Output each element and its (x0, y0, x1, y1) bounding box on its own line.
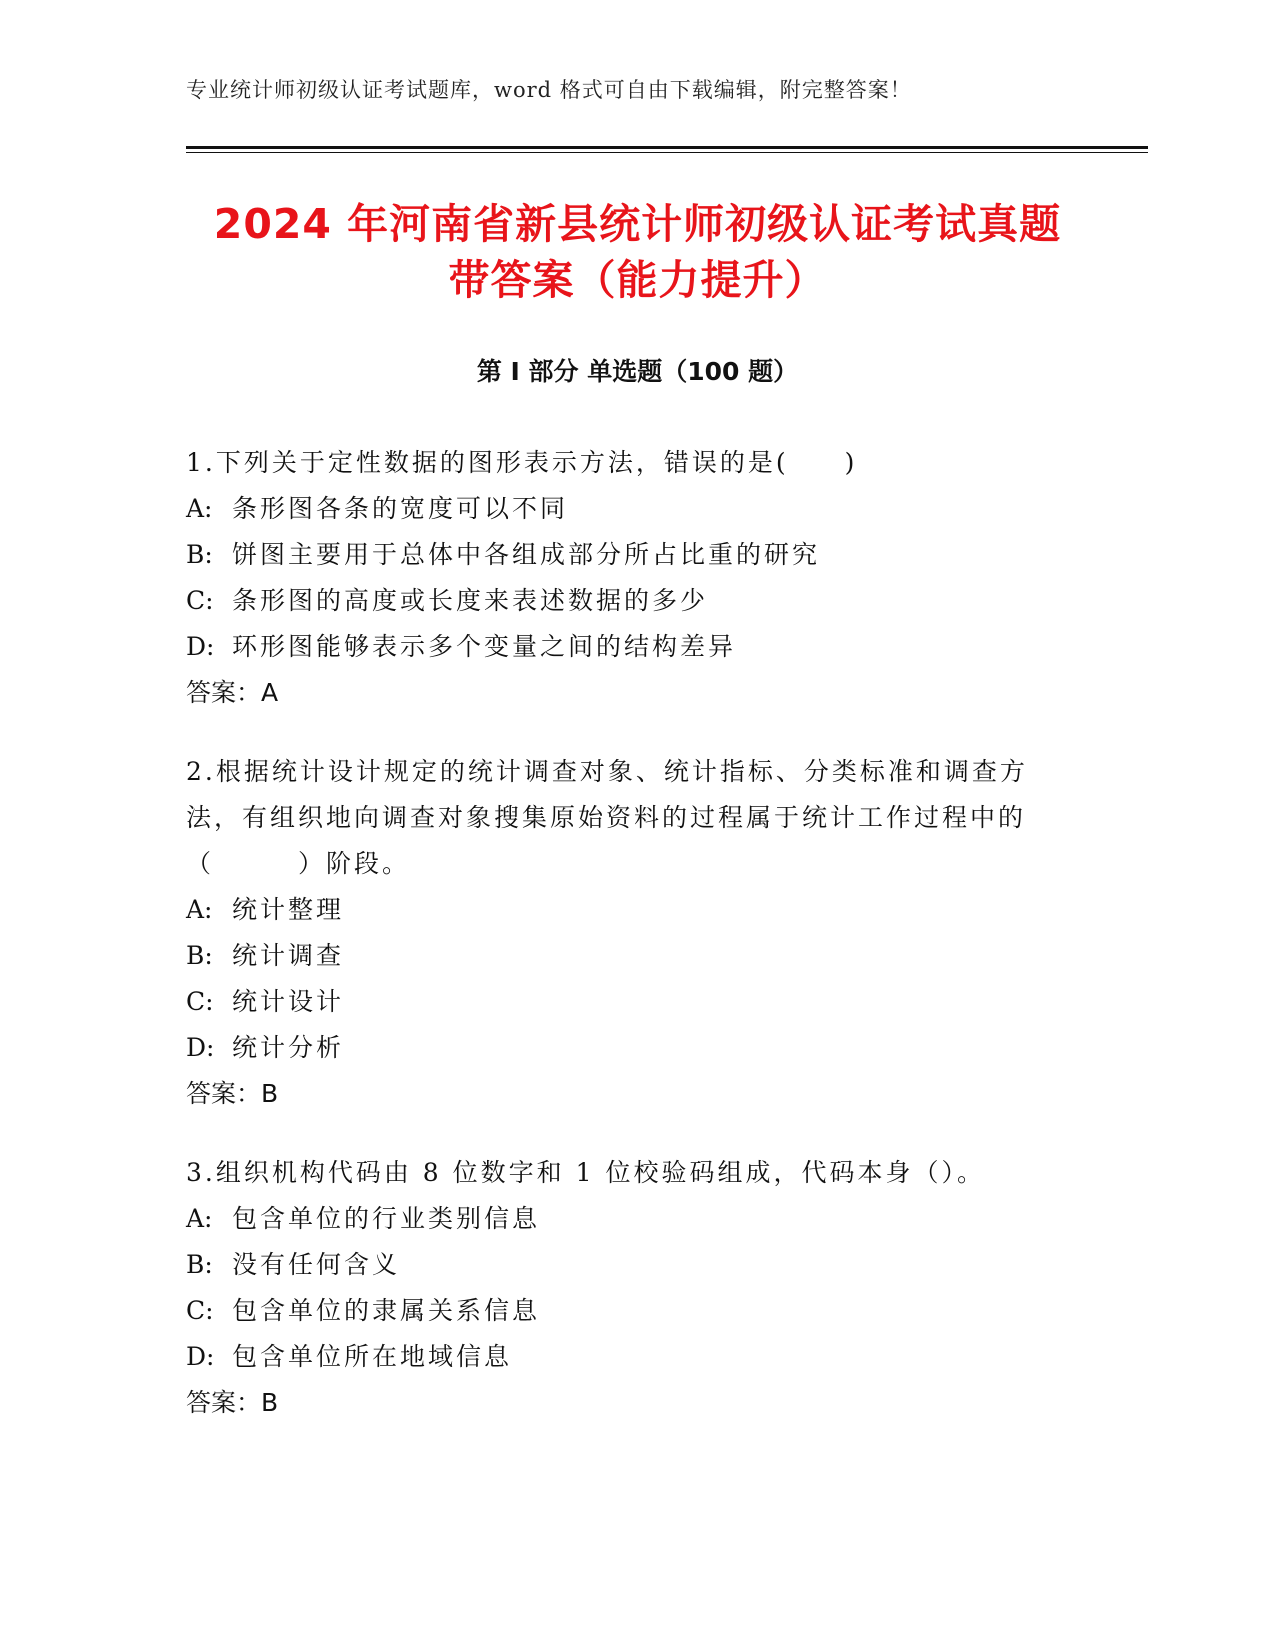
option-letter: B: (186, 941, 213, 970)
option-d (186, 624, 1066, 670)
option-letter: A: (186, 1204, 213, 1233)
option-letter: D: (186, 1033, 215, 1062)
option-a (186, 887, 1066, 933)
option-letter: B: (186, 540, 213, 569)
option-text: 统计设计 (232, 987, 345, 1016)
option-b (186, 532, 1066, 578)
question-1 (186, 440, 1066, 716)
question-stem: 3.组织机构代码由 8 位数字和 1 位校验码组成，代码本身（）。 (186, 1158, 985, 1187)
option-a (186, 486, 1066, 532)
option-c (186, 979, 1066, 1025)
option-letter: A: (186, 494, 213, 523)
answer-line: 答案：B (186, 1079, 279, 1108)
option-letter: B: (186, 1250, 213, 1279)
header-divider-thin (186, 152, 1148, 153)
option-text: 条形图的高度或长度来表述数据的多少 (232, 586, 709, 615)
option-text: 统计分析 (232, 1033, 345, 1062)
option-text: 没有任何含义 (232, 1250, 401, 1279)
title-line-1: 2024 年河南省新县统计师初级认证考试真题 (213, 200, 1062, 248)
option-b (186, 1242, 1066, 1288)
option-d (186, 1025, 1066, 1071)
option-text: 包含单位所在地域信息 (232, 1342, 513, 1371)
title-line-2: 带答案（能力提升） (448, 256, 827, 304)
question-stem: 2.根据统计设计规定的统计调查对象、统计指标、分类标准和调查方法，有组织地向调查对象搜集原始资料的过程属于统计工作过程中的（ ）阶段。 (186, 757, 1028, 878)
option-c (186, 1288, 1066, 1334)
option-a (186, 1196, 1066, 1242)
header-divider-thick (186, 146, 1148, 149)
option-text: 统计调查 (232, 941, 345, 970)
option-b (186, 933, 1066, 979)
option-letter: C: (186, 987, 214, 1016)
question-2 (186, 749, 1066, 1117)
option-letter: C: (186, 586, 214, 615)
question-3 (186, 1150, 1066, 1426)
option-text: 包含单位的隶属关系信息 (232, 1296, 541, 1325)
option-text: 饼图主要用于总体中各组成部分所占比重的研究 (232, 540, 821, 569)
answer-line: 答案：B (186, 1388, 279, 1417)
document-title (150, 196, 1125, 308)
option-letter: C: (186, 1296, 214, 1325)
option-c (186, 578, 1066, 624)
option-text: 环形图能够表示多个变量之间的结构差异 (232, 632, 737, 661)
header-note: 专业统计师初级认证考试题库，word 格式可自由下载编辑，附完整答案！ (186, 78, 912, 102)
question-list (186, 440, 1066, 1459)
option-text: 统计整理 (232, 895, 345, 924)
answer-line: 答案：A (186, 678, 279, 707)
option-d (186, 1334, 1066, 1380)
option-letter: D: (186, 1342, 215, 1371)
option-letter: A: (186, 895, 213, 924)
section-heading: 第 I 部分 单选题（100 题） (476, 357, 799, 386)
question-stem: 1.下列关于定性数据的图形表示方法，错误的是( ) (186, 448, 858, 477)
option-letter: D: (186, 632, 215, 661)
option-text: 条形图各条的宽度可以不同 (232, 494, 569, 523)
option-text: 包含单位的行业类别信息 (232, 1204, 541, 1233)
